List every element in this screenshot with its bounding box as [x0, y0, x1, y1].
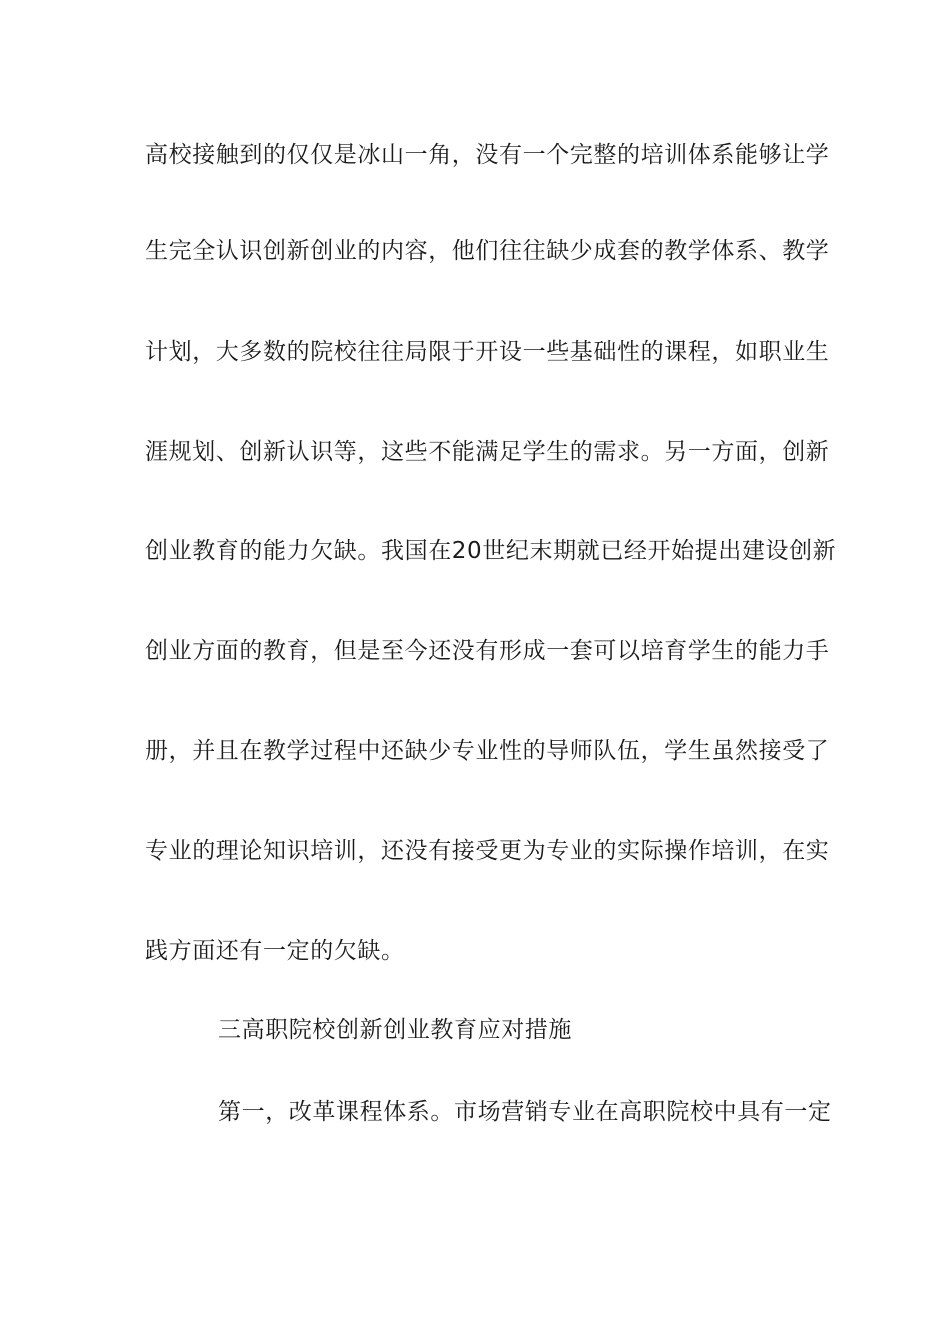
paragraph-line: 创业教育的能力欠缺。我国在20世纪末期就已经开始提出建设创新: [145, 538, 837, 564]
section-heading: 三高职院校创新创业教育应对措施: [218, 1017, 572, 1043]
paragraph-line: 涯规划、创新认识等，这些不能满足学生的需求。另一方面，创新: [145, 439, 830, 465]
paragraph-line: 高校接触到的仅仅是冰山一角，没有一个完整的培训体系能够让学: [145, 142, 830, 168]
paragraph-line: 践方面还有一定的欠缺。: [145, 938, 405, 964]
paragraph-line: 计划，大多数的院校往往局限于开设一些基础性的课程，如职业生: [145, 339, 830, 365]
paragraph-first-line: 第一，改革课程体系。市场营销专业在高职院校中具有一定: [218, 1099, 832, 1125]
paragraph-line: 专业的理论知识培训，还没有接受更为专业的实际操作培训，在实: [145, 838, 830, 864]
paragraph-line: 生完全认识创新创业的内容，他们往往缺少成套的教学体系、教学: [145, 238, 830, 264]
paragraph-line: 册，并且在教学过程中还缺少专业性的导师队伍，学生虽然接受了: [145, 738, 830, 764]
paragraph-line: 创业方面的教育，但是至今还没有形成一套可以培育学生的能力手: [145, 638, 830, 664]
